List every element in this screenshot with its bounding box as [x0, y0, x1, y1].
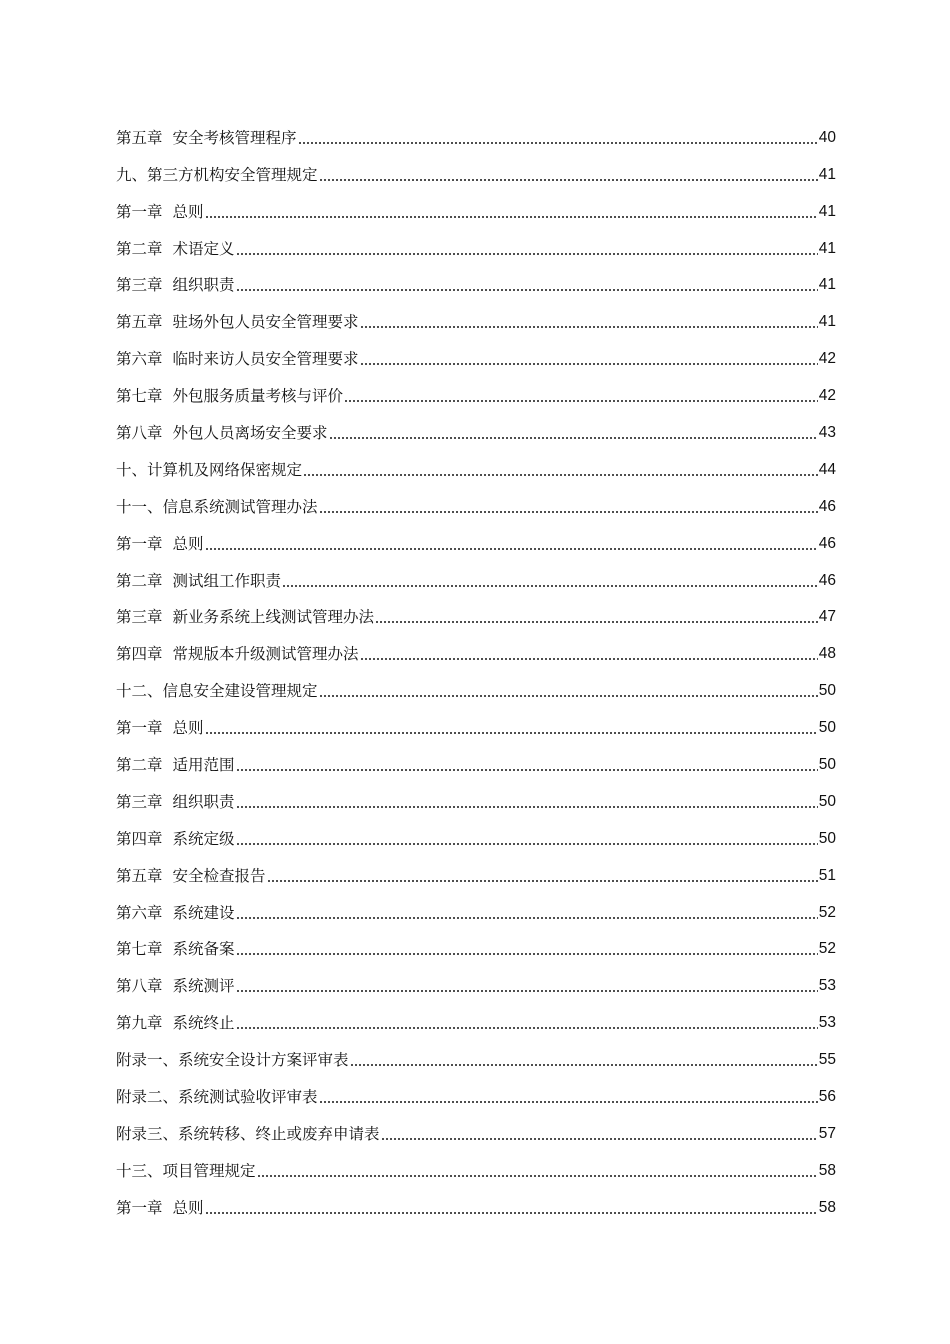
toc-page-number: 41	[818, 276, 836, 294]
toc-entry-title-group	[116, 203, 204, 221]
toc-dot-leader	[319, 1101, 818, 1103]
toc-entry[interactable]	[116, 998, 836, 1035]
toc-page-number: 41	[818, 313, 836, 331]
toc-dot-leader	[236, 289, 818, 291]
toc-entry-title-group	[116, 498, 318, 516]
toc-dot-leader	[360, 658, 818, 660]
toc-entry-title-group	[116, 1051, 349, 1069]
toc-page-number: 43	[818, 424, 836, 442]
toc-dot-leader	[236, 843, 818, 845]
toc-dot-leader	[298, 142, 818, 144]
toc-page-number: 50	[818, 829, 836, 847]
toc-chapter-label: 第三章	[116, 276, 163, 295]
toc-entry-title: 外包人员离场安全要求	[172, 424, 328, 443]
toc-dot-leader	[236, 253, 818, 255]
toc-chapter-label: 第二章	[116, 571, 163, 590]
toc-entry-title-group	[116, 166, 318, 184]
toc-entry-title-group	[116, 719, 204, 737]
toc-entry-title: 系统终止	[172, 1014, 235, 1033]
toc-page-number: 53	[818, 977, 836, 995]
toc-dot-leader	[282, 585, 818, 587]
toc-chapter-label: 第二章	[116, 239, 163, 258]
toc-page-number: 47	[818, 608, 836, 626]
toc-page-number: 58	[818, 1161, 836, 1179]
toc-entry[interactable]	[116, 408, 836, 445]
toc-entry-title-group	[116, 1088, 318, 1106]
toc-entry-title: 组织职责	[172, 276, 235, 295]
toc-entry[interactable]	[116, 334, 836, 371]
toc-dot-leader	[381, 1138, 818, 1140]
toc-entry-title-group	[116, 313, 359, 331]
toc-entry-title-group	[116, 940, 235, 958]
toc-page-number: 50	[818, 682, 836, 700]
toc-dot-leader	[375, 621, 818, 623]
toc-entry[interactable]	[116, 187, 836, 224]
toc-entry-title: 总则	[172, 719, 204, 738]
toc-entry[interactable]	[116, 851, 836, 888]
toc-entry-title: 适用范围	[172, 756, 235, 775]
toc-entry-title: 术语定义	[172, 239, 235, 258]
toc-page-number: 46	[818, 497, 836, 515]
toc-chapter-label: 第四章	[116, 645, 163, 664]
toc-chapter-label: 第六章	[116, 903, 163, 922]
toc-chapter-label: 第五章	[116, 128, 163, 147]
toc-page-number: 41	[818, 239, 836, 257]
toc-entry-title-group	[116, 904, 235, 922]
toc-page-number: 41	[818, 165, 836, 183]
toc-entry-title: 附录一、系统安全设计方案评审表	[116, 1051, 349, 1070]
toc-entry-title-group	[116, 535, 204, 553]
toc-entry[interactable]	[116, 113, 836, 150]
toc-entry[interactable]	[116, 297, 836, 334]
toc-chapter-label: 第三章	[116, 608, 163, 627]
toc-entry-title: 系统备案	[172, 940, 235, 959]
toc-dot-leader	[360, 363, 818, 365]
toc-dot-leader	[236, 990, 818, 992]
toc-entry-title: 安全检查报告	[172, 866, 266, 885]
toc-chapter-label: 第七章	[116, 387, 163, 406]
toc-chapter-label: 第一章	[116, 1198, 163, 1217]
toc-dot-leader	[319, 695, 818, 697]
toc-dot-leader	[319, 179, 818, 181]
toc-page-number: 41	[818, 202, 836, 220]
toc-entry[interactable]	[116, 261, 836, 298]
toc-entry-title-group	[116, 867, 266, 885]
toc-chapter-label: 第八章	[116, 977, 163, 996]
toc-dot-leader	[257, 1175, 818, 1177]
toc-page-number: 55	[818, 1051, 836, 1069]
toc-entry-title-group	[116, 793, 235, 811]
toc-entry-title: 外包服务质量考核与评价	[172, 387, 344, 406]
toc-chapter-label: 第一章	[116, 719, 163, 738]
toc-entry[interactable]	[116, 814, 836, 851]
toc-dot-leader	[236, 806, 818, 808]
toc-page-number: 51	[818, 866, 836, 884]
toc-entry[interactable]	[116, 150, 836, 187]
toc-entry-title: 常规版本升级测试管理办法	[172, 645, 359, 664]
toc-entry[interactable]	[116, 961, 836, 998]
toc-entry-title: 组织职责	[172, 792, 235, 811]
toc-entry-title-group	[116, 1162, 256, 1180]
toc-page-number: 46	[818, 534, 836, 552]
toc-entry-title-group	[116, 1014, 235, 1032]
toc-page-number: 56	[818, 1088, 836, 1106]
toc-chapter-label: 第一章	[116, 202, 163, 221]
toc-entry-title-group	[116, 645, 359, 663]
toc-dot-leader	[205, 216, 818, 218]
toc-entry-title-group	[116, 1199, 204, 1217]
toc-entry-title-group	[116, 240, 235, 258]
toc-entry-title-group	[116, 276, 235, 294]
toc-entry-title-group	[116, 572, 281, 590]
toc-dot-leader	[205, 548, 818, 550]
toc-entry[interactable]	[116, 556, 836, 593]
toc-entry-title-group	[116, 682, 318, 700]
toc-dot-leader	[236, 769, 818, 771]
toc-entry-title: 十、计算机及网络保密规定	[116, 460, 303, 479]
toc-dot-leader	[360, 326, 818, 328]
toc-chapter-label: 第八章	[116, 424, 163, 443]
toc-entry-title: 驻场外包人员安全管理要求	[172, 313, 359, 332]
toc-entry-title-group	[116, 350, 359, 368]
toc-entry[interactable]	[116, 1146, 836, 1183]
toc-entry-title: 附录三、系统转移、终止或废弃申请表	[116, 1124, 380, 1143]
table-of-contents	[116, 113, 836, 1220]
toc-chapter-label: 第一章	[116, 534, 163, 553]
toc-chapter-label: 第二章	[116, 756, 163, 775]
toc-chapter-label: 第五章	[116, 866, 163, 885]
toc-entry-title: 安全考核管理程序	[172, 128, 297, 147]
toc-entry-title: 十一、信息系统测试管理办法	[116, 497, 318, 516]
toc-entry-title: 测试组工作职责	[172, 571, 282, 590]
toc-entry-title: 临时来访人员安全管理要求	[172, 350, 359, 369]
toc-dot-leader	[267, 880, 818, 882]
toc-entry-title: 系统测评	[172, 977, 235, 996]
toc-entry-title-group	[116, 387, 343, 405]
toc-page-number: 52	[818, 903, 836, 921]
toc-entry[interactable]	[116, 740, 836, 777]
toc-entry[interactable]	[116, 1035, 836, 1072]
toc-entry-title: 十二、信息安全建设管理规定	[116, 682, 318, 701]
toc-entry-title-group	[116, 424, 328, 442]
toc-entry-title: 总则	[172, 534, 204, 553]
toc-entry[interactable]	[116, 888, 836, 925]
toc-entry-title-group	[116, 608, 374, 626]
toc-dot-leader	[236, 1027, 818, 1029]
toc-dot-leader	[344, 400, 818, 402]
toc-dot-leader	[319, 511, 818, 513]
toc-entry-title: 新业务系统上线测试管理办法	[172, 608, 375, 627]
toc-entry-title-group	[116, 830, 235, 848]
toc-entry[interactable]	[116, 593, 836, 630]
toc-chapter-label: 第七章	[116, 940, 163, 959]
toc-entry[interactable]	[116, 519, 836, 556]
toc-page-number: 52	[818, 940, 836, 958]
toc-entry-title: 十三、项目管理规定	[116, 1161, 256, 1180]
toc-chapter-label: 第六章	[116, 350, 163, 369]
toc-dot-leader	[329, 437, 818, 439]
toc-entry-title: 总则	[172, 202, 204, 221]
toc-chapter-label: 第五章	[116, 313, 163, 332]
toc-entry[interactable]	[116, 703, 836, 740]
toc-entry-title: 九、第三方机构安全管理规定	[116, 165, 318, 184]
toc-page-number: 40	[818, 128, 836, 146]
toc-entry[interactable]	[116, 777, 836, 814]
toc-dot-leader	[303, 474, 818, 476]
toc-entry[interactable]	[116, 925, 836, 962]
toc-entry[interactable]	[116, 224, 836, 261]
toc-page-number: 53	[818, 1014, 836, 1032]
toc-entry-title-group	[116, 1125, 380, 1143]
toc-entry-title: 总则	[172, 1198, 204, 1217]
toc-page-number: 50	[818, 719, 836, 737]
toc-entry-title: 附录二、系统测试验收评审表	[116, 1088, 318, 1107]
toc-chapter-label: 第九章	[116, 1014, 163, 1033]
toc-page-number: 42	[818, 387, 836, 405]
toc-entry-title: 系统定级	[172, 829, 235, 848]
toc-entry-title: 系统建设	[172, 903, 235, 922]
toc-entry[interactable]	[116, 482, 836, 519]
toc-page-number: 42	[818, 350, 836, 368]
toc-entry[interactable]	[116, 1183, 836, 1220]
toc-entry[interactable]	[116, 1109, 836, 1146]
toc-dot-leader	[350, 1064, 818, 1066]
toc-entry[interactable]	[116, 445, 836, 482]
toc-dot-leader	[236, 953, 818, 955]
toc-page-number: 50	[818, 756, 836, 774]
toc-entry[interactable]	[116, 629, 836, 666]
toc-entry-title-group	[116, 977, 235, 995]
toc-entry[interactable]	[116, 1072, 836, 1109]
toc-entry[interactable]	[116, 371, 836, 408]
toc-page-number: 46	[818, 571, 836, 589]
toc-entry-title-group	[116, 756, 235, 774]
toc-dot-leader	[205, 732, 818, 734]
toc-dot-leader	[236, 917, 818, 919]
toc-entry-title-group	[116, 461, 302, 479]
toc-chapter-label: 第三章	[116, 792, 163, 811]
toc-chapter-label: 第四章	[116, 829, 163, 848]
toc-entry[interactable]	[116, 666, 836, 703]
toc-page-number: 58	[818, 1198, 836, 1216]
toc-page-number: 44	[818, 460, 836, 478]
toc-page-number: 50	[818, 792, 836, 810]
toc-entry-title-group	[116, 129, 297, 147]
toc-page-number: 57	[818, 1124, 836, 1142]
toc-page-number: 48	[818, 645, 836, 663]
toc-dot-leader	[205, 1212, 818, 1214]
